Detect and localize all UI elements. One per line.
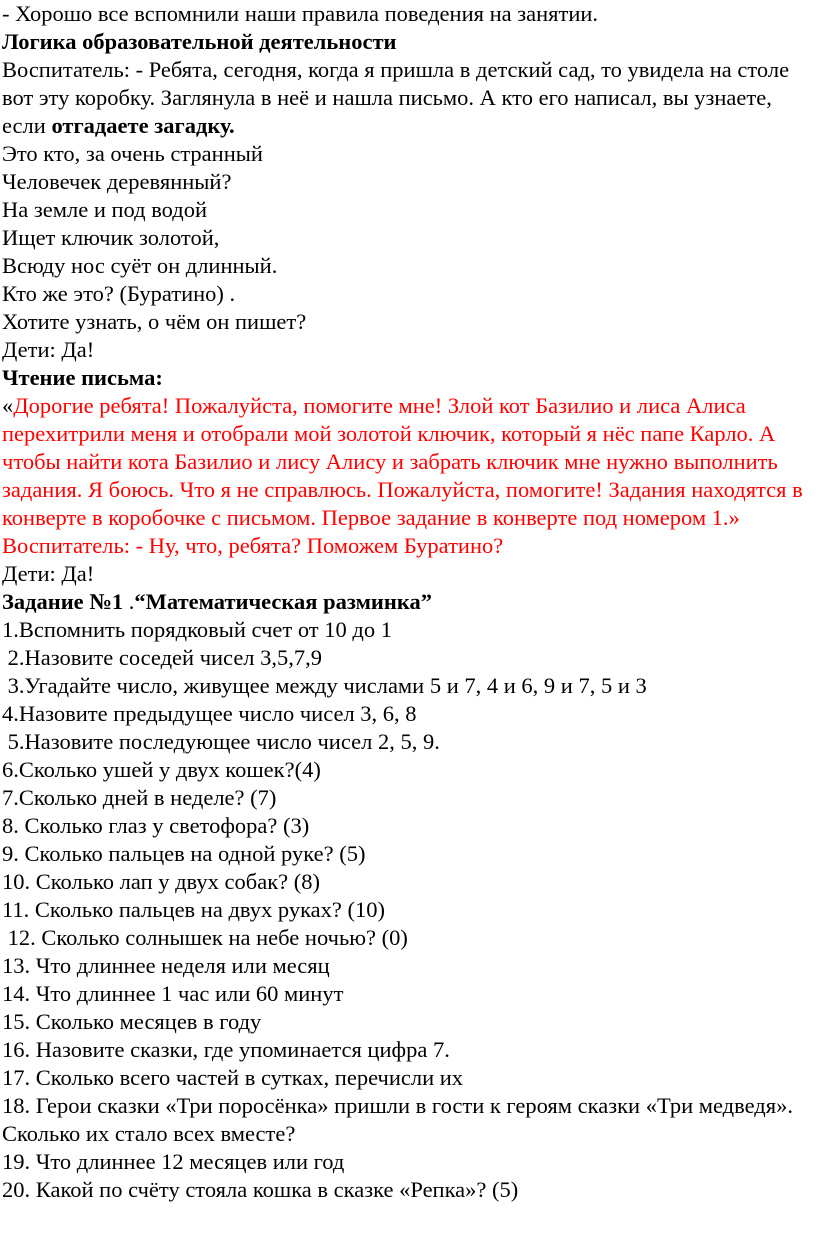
list-item: 8. Сколько глаз у светофора? (3) [2, 813, 310, 838]
list-item: 7.Сколько дней в неделе? (7) [2, 785, 277, 810]
teacher-paragraph-text: Воспитатель: - Ребята, сегодня, когда я пришла в детский сад, то увидела на столе вот эту коробку. Заглянула в неё и нашла письмо. А кто его написал, вы узнаете, если [2, 57, 790, 138]
list-item: 3.Угадайте число, живущее между числами 5 и 7, 4 и 6, 9 и 7, 5 и 3 [2, 673, 647, 698]
riddle-line: Это кто, за очень странный [2, 141, 263, 166]
intro-line: - Хорошо все вспомнили наши правила поведения на занятии. [2, 1, 599, 26]
teacher-line-red: Воспитатель: - Ну, что, ребята? Поможем Буратино? [2, 533, 504, 558]
task-heading-title: “Математическая разминка” [134, 589, 432, 614]
list-item: 9. Сколько пальцев на одной руке? (5) [2, 841, 366, 866]
list-item: 1.Вспомнить порядковый счет от 10 до 1 [2, 617, 392, 642]
list-item: 10. Сколько лап у двух собак? (8) [2, 869, 320, 894]
riddle-line: Человечек деревянный? [2, 169, 232, 194]
teacher-question: Хотите узнать, о чём он пишет? [2, 309, 307, 334]
section-heading-logic: Логика образовательной деятельности [2, 29, 397, 54]
list-item: 6.Сколько ушей у двух кошек?(4) [2, 757, 321, 782]
task-heading [2, 588, 816, 616]
list-item: 17. Сколько всего частей в сутках, перечисли их [2, 1065, 464, 1090]
list-item: 20. Какой по счёту стояла кошка в сказке «Репка»? (5) [2, 1177, 519, 1202]
letter-open-quote: « [2, 393, 14, 418]
letter-heading: Чтение письма: [2, 365, 163, 390]
list-item: 16. Назовите сказки, где упоминается цифра 7. [2, 1037, 450, 1062]
riddle-line: Всюду нос суёт он длинный. [2, 253, 278, 278]
riddle-line: Кто же это? (Буратино) . [2, 281, 236, 306]
list-item: 19. Что длиннее 12 месяцев или год [2, 1149, 345, 1174]
letter-text: Дорогие ребята! Пожалуйста, помогите мне! Злой кот Базилио и лиса Алиса перехитрили меня и отобрали мой золотой ключик, который я нёс папе Карло. А чтобы найти кота Базилио и лису Алису и забрать ключик мне нужно выполнить задания. Я боюсь. Что я не справлюсь. Пожалуйста, помогите! Задания находятся в конверте в коробочке с письмом. Первое задание в конверте под номером 1.» [2, 393, 803, 530]
letter-body [2, 392, 816, 532]
list-item: 2.Назовите соседей чисел 3,5,7,9 [2, 645, 323, 670]
list-item: 11. Сколько пальцев на двух руках? (10) [2, 897, 386, 922]
list-item: 4.Назовите предыдущее число чисел 3, 6, 8 [2, 701, 417, 726]
list-item: 12. Сколько солнышек на небе ночью? (0) [2, 925, 408, 950]
riddle-line: На земле и под водой [2, 197, 208, 222]
kids-answer: Дети: Да! [2, 561, 95, 586]
teacher-paragraph [2, 56, 816, 140]
list-item: 14. Что длиннее 1 час или 60 минут [2, 981, 344, 1006]
teacher-paragraph-bold: отгадаете загадку. [51, 113, 235, 138]
task-heading-number: Задание №1 [2, 589, 124, 614]
riddle-block [2, 140, 816, 308]
riddle-line: Ищет ключик золотой, [2, 225, 220, 250]
list-item: 5.Назовите последующее число чисел 2, 5, 9. [2, 729, 440, 754]
task-heading-separator: . [123, 589, 135, 614]
list-item: 18. Герои сказки «Три поросёнка» пришли в гости к героям сказки «Три медведя». Сколько их стало всех вместе? [2, 1093, 793, 1146]
kids-answer: Дети: Да! [2, 337, 95, 362]
task-list [2, 616, 816, 1204]
list-item: 13. Что длиннее неделя или месяц [2, 953, 330, 978]
list-item: 15. Сколько месяцев в году [2, 1009, 262, 1034]
